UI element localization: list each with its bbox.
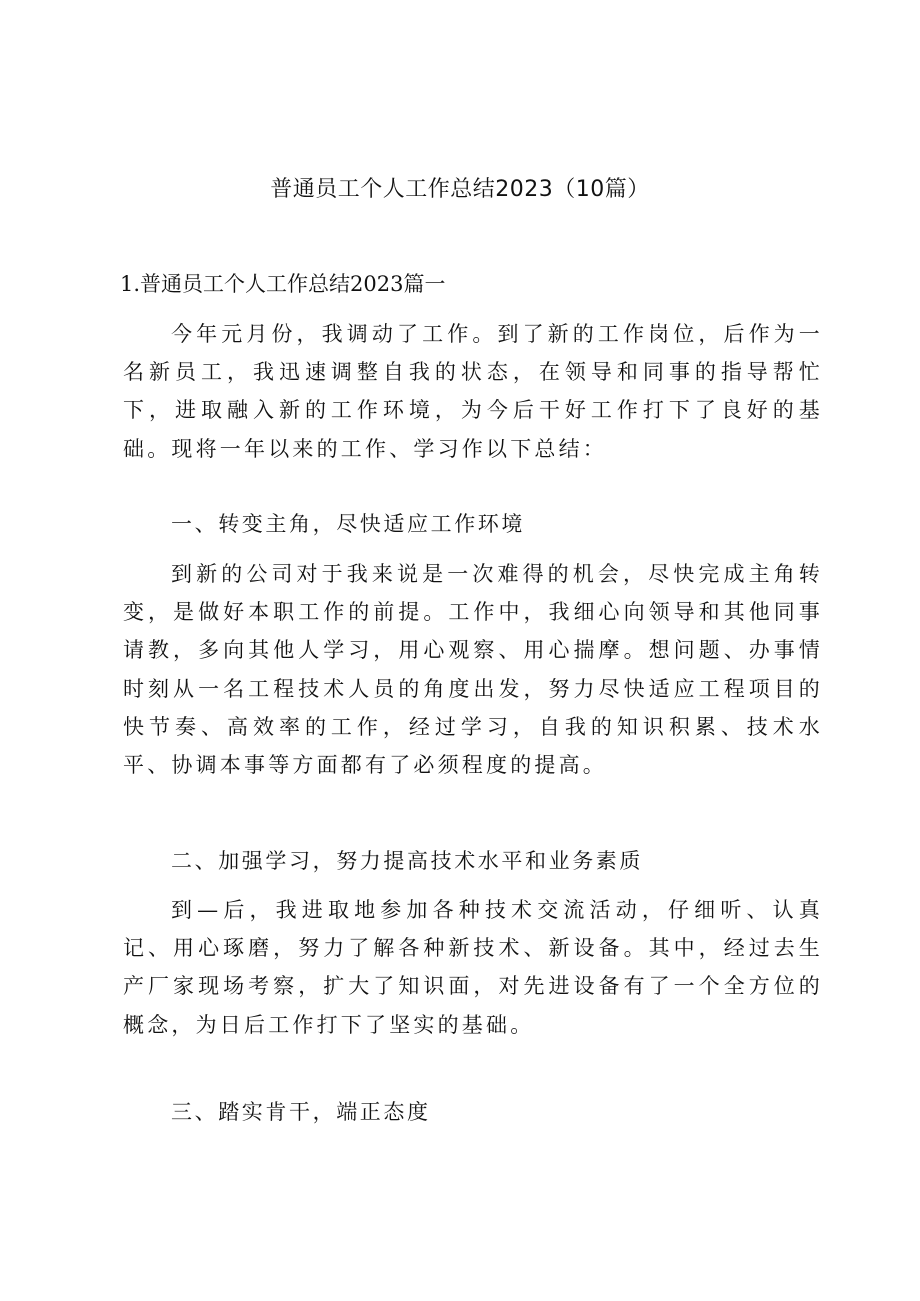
document-title: 普通员工个人工作总结2023（10篇） xyxy=(270,177,650,202)
section-heading: 1.普通员工个人工作总结2023篇一 xyxy=(120,272,446,296)
subheading-role-change: 一、转变主角，尽快适应工作环境 xyxy=(171,512,525,536)
paragraph-study: 到—后，我进取地参加各种技术交流活动，仔细听、认真记、用心琢磨，努力了解各种新技术、新设备。其中，经过去生产厂家现场考察，扩大了知识面，对先进设备有了一个全方位的概念，为日后工作打下了坚实的基础。 xyxy=(123,898,823,1037)
subheading-attitude: 三、踏实肯干，端正态度 xyxy=(171,1100,431,1124)
subheading-study: 二、加强学习，努力提高技术水平和业务素质 xyxy=(171,849,643,873)
paragraph-role-change: 到新的公司对于我来说是一次难得的机会，尽快完成主角转变，是做好本职工作的前提。工作中，我细心向领导和其他同事请教，多向其他人学习，用心观察、用心揣摩。想问题、办事情时刻从一名工程技术人员的角度出发，努力尽快适应工程项目的快节奏、高效率的工作，经过学习，自我的知识积累、技术水平、协调本事等方面都有了必须程度的提高。 xyxy=(123,562,823,778)
paragraph-intro: 今年元月份，我调动了工作。到了新的工作岗位，后作为一名新员工，我迅速调整自我的状态，在领导和同事的指导帮忙下，进取融入新的工作环境，为今后干好工作打下了良好的基础。现将一年以来的工作、学习作以下总结： xyxy=(123,322,823,461)
